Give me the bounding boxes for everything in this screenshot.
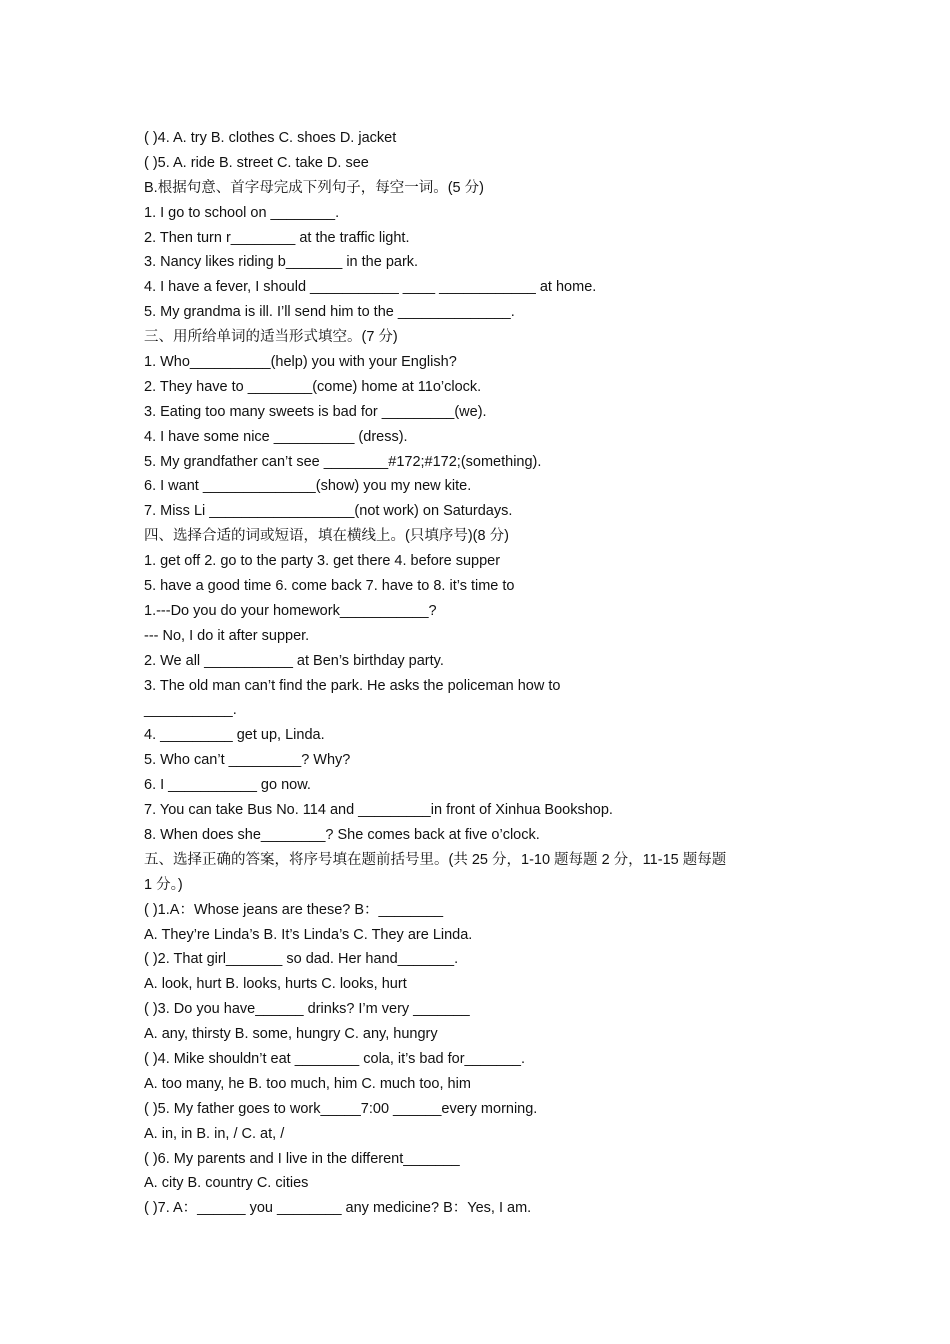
- question-line: ( )4. Mike shouldn’t eat ________ cola, it’s bad for_______.: [144, 1050, 526, 1067]
- answer-options: A. any, thirsty B. some, hungry C. any, hungry: [144, 1026, 438, 1043]
- question-line: ( )1.A：Whose jeans are these? B：________: [144, 901, 444, 918]
- question-line: 4. I have some nice __________ (dress).: [144, 428, 408, 445]
- answer-options: A. in, in B. in, / C. at, /: [144, 1125, 285, 1142]
- question-line: 2. We all ___________ at Ben’s birthday party.: [144, 652, 444, 669]
- question-line: ( )7. A：______ you ________ any medicine? B：Yes, I am.: [144, 1200, 532, 1217]
- question-line: 1. I go to school on ________.: [144, 204, 340, 221]
- question-line: ( )2. That girl_______ so dad. Her hand_______.: [144, 951, 459, 968]
- question-line: ( )4. A. try B. clothes C. shoes D. jacket: [144, 130, 397, 146]
- answer-options: A. look, hurt B. looks, hurts C. looks, hurt: [144, 976, 407, 993]
- word-bank-line: 5. have a good time 6. come back 7. have to 8. it’s time to: [144, 578, 515, 595]
- question-line: 2. Then turn r________ at the traffic light.: [144, 229, 410, 246]
- question-line: 8. When does she________? She comes back at five o’clock.: [144, 826, 540, 843]
- question-line: 3. The old man can’t find the park. He asks the policeman how to: [144, 677, 561, 694]
- section-heading-continued: 1 分。): [144, 876, 183, 893]
- section-heading: 三、用所给单词的适当形式填空。(7 分): [144, 329, 398, 346]
- question-line: 1.---Do you do your homework___________?: [144, 602, 437, 619]
- question-line: 6. I ___________ go now.: [144, 777, 311, 794]
- question-line: 5. My grandma is ill. I’ll send him to the ______________.: [144, 304, 515, 321]
- question-line: ( )5. A. ride B. street C. take D. see: [144, 154, 369, 171]
- question-line: --- No, I do it after supper.: [144, 627, 310, 644]
- question-line: 1. Who__________(help) you with your English?: [144, 354, 457, 371]
- question-line: ___________.: [144, 702, 237, 719]
- question-line: ( )5. My father goes to work_____7:00 ______every morning.: [144, 1100, 538, 1117]
- question-line: 5. My grandfather can’t see ________#172;#172;(something).: [144, 453, 542, 470]
- worksheet-text: [144, 126, 814, 1221]
- question-line: 7. Miss Li __________________(not work) on Saturdays.: [144, 503, 513, 520]
- question-line: 5. Who can’t _________? Why?: [144, 752, 351, 769]
- section-heading: B.根据句意、首字母完成下列句子，每空一词。(5 分): [144, 179, 484, 196]
- question-line: 2. They have to ________(come) home at 11o’clock.: [144, 378, 482, 395]
- answer-options: A. city B. country C. cities: [144, 1175, 309, 1192]
- answer-options: A. They’re Linda’s B. It’s Linda’s C. They are Linda.: [144, 926, 473, 943]
- question-line: 3. Nancy likes riding b_______ in the park.: [144, 254, 419, 271]
- question-line: 6. I want ______________(show) you my new kite.: [144, 478, 472, 495]
- question-line: 4. _________ get up, Linda.: [144, 727, 325, 744]
- question-line: 4. I have a fever, I should ___________ ____ ____________ at home.: [144, 279, 597, 296]
- question-line: 3. Eating too many sweets is bad for _________(we).: [144, 403, 487, 420]
- word-bank-line: 1. get off 2. go to the party 3. get there 4. before supper: [144, 553, 501, 570]
- question-line: 7. You can take Bus No. 114 and _________in front of Xinhua Bookshop.: [144, 802, 613, 819]
- section-heading: 四、选择合适的词或短语，填在横线上。(只填序号)(8 分): [144, 528, 509, 545]
- question-line: ( )3. Do you have______ drinks? I’m very _______: [144, 1001, 470, 1018]
- section-heading: 五、选择正确的答案，将序号填在题前括号里。(共 25 分，1-10 题每题 2 分，11-15 题每题: [144, 851, 727, 868]
- question-line: ( )6. My parents and I live in the different_______: [144, 1150, 460, 1167]
- answer-options: A. too many, he B. too much, him C. much too, him: [144, 1075, 471, 1092]
